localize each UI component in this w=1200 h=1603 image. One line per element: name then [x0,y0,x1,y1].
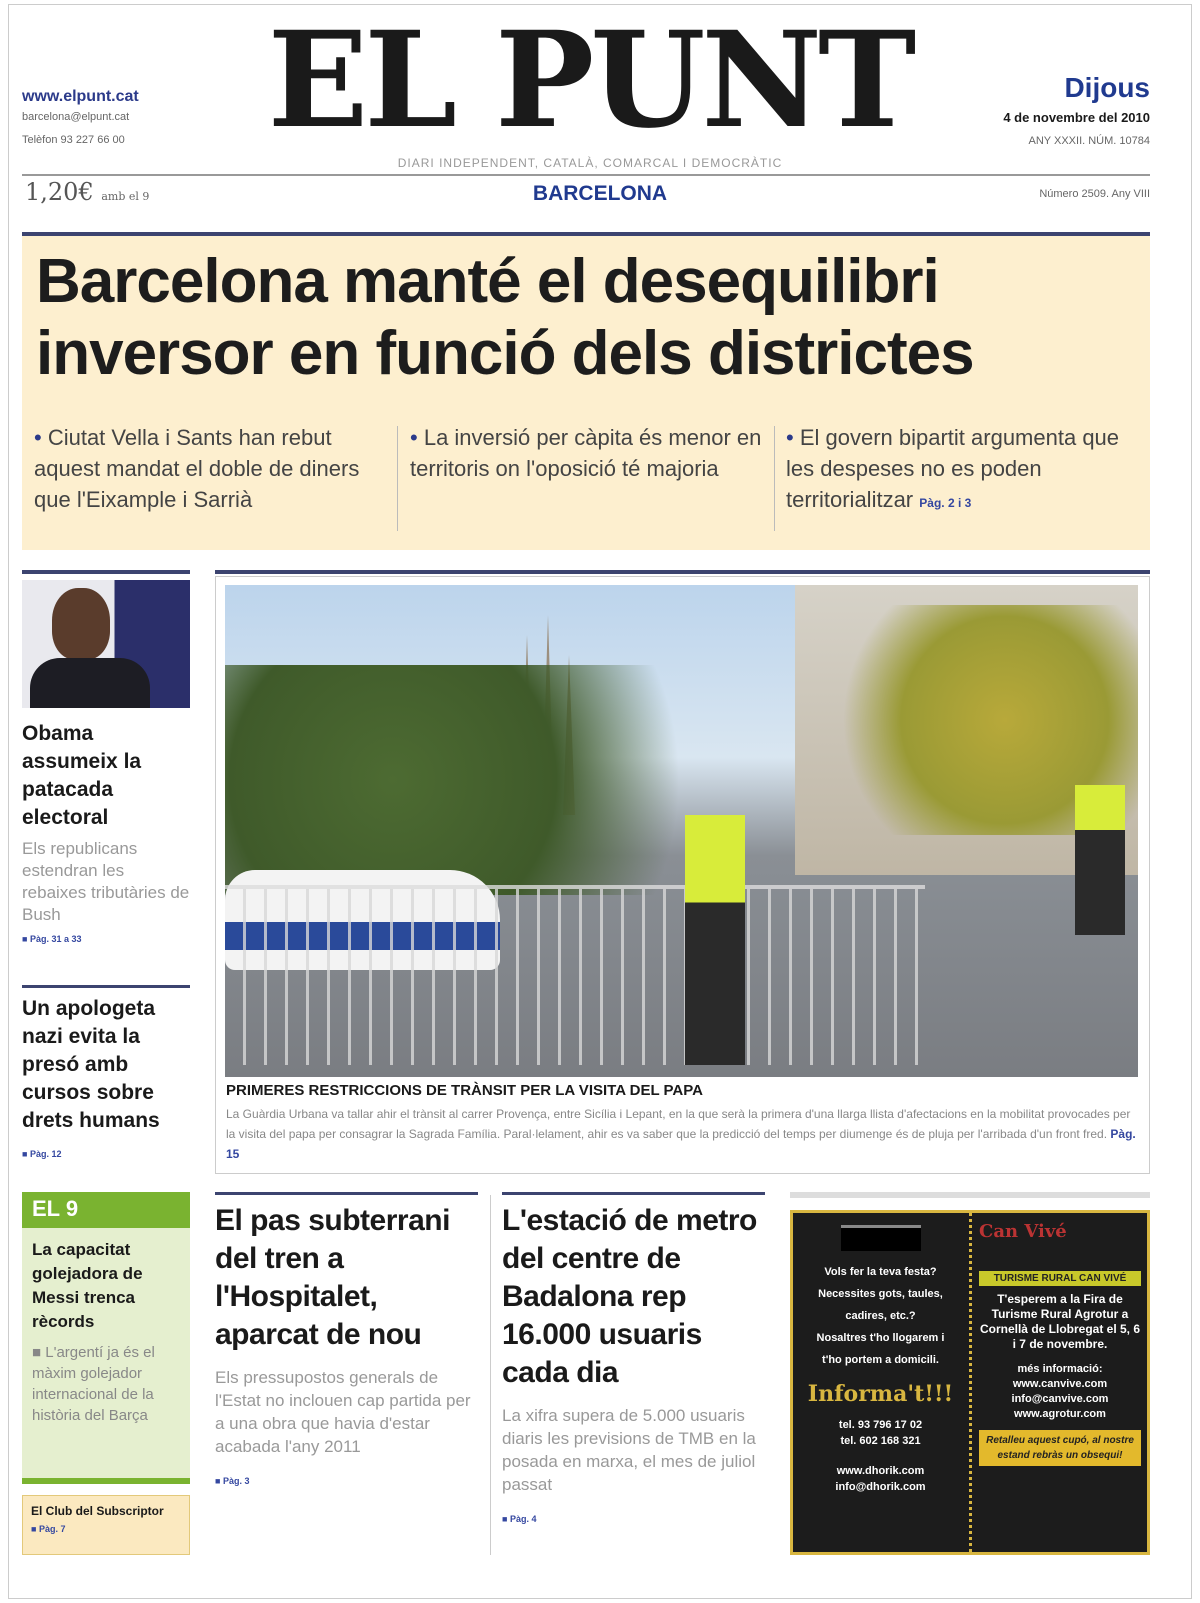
divider [22,570,190,574]
ad-text: t'ho portem a domicili. [822,1354,939,1366]
page-ref[interactable]: ■ Pàg. 12 [22,1149,62,1159]
ad-text: Necessites gots, taules, [818,1288,943,1300]
side-story-obama[interactable] [22,720,192,944]
ad-web: www.dhorik.com [836,1465,925,1477]
divider [397,426,398,531]
edition-number: Número 2509. Any VIII [1039,188,1150,200]
barrier [225,885,925,1065]
main-photo[interactable] [225,585,1138,1077]
side-story-nazi[interactable] [22,995,192,1159]
price [25,178,149,206]
advertisement[interactable] [790,1210,1150,1555]
phone: Telèfon 93 227 66 00 [22,134,125,146]
page-ref[interactable]: ■ Pàg. 3 [215,1476,250,1486]
ad-cta: Informa't!!! [807,1381,954,1407]
lead-headline[interactable]: Barcelona manté el desequilibri inversor en funció dels districtes [36,247,974,388]
divider [215,570,1150,574]
page-ref[interactable]: ■ Pàg. 7 [31,1524,66,1534]
ad-phone: tel. 602 168 321 [840,1435,921,1447]
canvive-logo: Can Vivé [979,1221,1067,1242]
article-hospitalet[interactable] [215,1202,480,1486]
edition-label: BARCELONA [532,182,668,205]
side-headline[interactable]: Obama assumeix la patacada electoral [22,722,142,829]
bullet-text: Ciutat Vella i Sants han rebut aquest mandat el doble de diners que l'Eixample i Sarrià [34,425,360,512]
el9-content [22,1228,190,1436]
el9-headline[interactable]: La capacitat golejadora de Messi trenca rècords [32,1240,143,1331]
page-ref-text: Pàg. 4 [509,1514,537,1524]
divider [490,1195,491,1555]
ad-web: més informació: [1017,1363,1103,1375]
issue-number: ANY XXXII. NÚM. 10784 [1028,135,1150,147]
lead-bullet: • La inversió per càpita és menor en territoris on l'oposició té majoria [410,425,762,481]
divider [790,1192,1150,1198]
bullet-text: La inversió per càpita és menor en territoris on l'oposició té majoria [410,425,762,481]
page-ref-text: Pàg. 7 [38,1524,66,1534]
page-ref-text: Pàg. 12 [29,1149,62,1159]
el9-summary-text: L'argentí ja és el màxim golejador internacional de la història del Barça [32,1344,155,1424]
divider [774,426,775,531]
dhorik-logo [841,1225,921,1251]
ad-web: info@canvive.com [1011,1393,1109,1405]
newspaper-logo: EL PUNT [267,3,913,158]
ad-canvive [973,1213,1147,1552]
ad-web: www.canvive.com [1012,1378,1108,1390]
tagline: DIARI INDEPENDENT, CATALÀ, COMARCAL I DEMOCRÀTIC [397,156,783,170]
lead-story[interactable] [22,232,1150,550]
article-headline[interactable]: L'estació de metro del centre de Badalona rep 16.000 usuaris cada dia [502,1204,757,1389]
side-summary: Els republicans estendran les rebaixes tributàries de Bush [22,839,190,924]
ad-web: www.agrotur.com [1014,1408,1106,1420]
ad-web: info@dhorik.com [835,1481,926,1493]
price-note: amb el 9 [101,190,150,203]
divider [22,174,1150,176]
price-value: 1,20€ [25,178,94,206]
bullet-text: El govern bipartit argumenta que les despeses no es poden territorialitzar [786,425,1120,512]
ad-dhorik [793,1213,968,1552]
face-shape [52,588,110,660]
lead-bullet: • Ciutat Vella i Sants han rebut aquest mandat el doble de diners que l'Eixample i Sarrià [34,425,360,512]
date: 4 de novembre del 2010 [1003,110,1150,125]
divider [22,985,190,988]
el9-summary: ■ L'argentí ja és el màxim golejador internacional de la història del Barça [32,1344,155,1424]
ad-banner: TURISME RURAL CAN VIVÉ [979,1271,1141,1286]
ad-text: cadires, etc.? [845,1310,916,1322]
divider [215,1192,478,1195]
photo-caption-title: PRIMERES RESTRICCIONS DE TRÀNSIT PER LA VISITA DEL PAPA [226,1082,703,1099]
ad-phone: tel. 93 796 17 02 [838,1419,923,1431]
page-ref-text: Pàg. 3 [222,1476,250,1486]
article-badalona[interactable] [502,1202,772,1524]
ad-text: Vols fer la teva festa? [824,1266,937,1278]
page-ref[interactable]: Pàg. 15 [226,1127,1136,1161]
article-headline[interactable]: El pas subterrani del tren a l'Hospitalet, aparcat de nou [215,1204,450,1351]
page-ref-text: Pàg. 31 a 33 [29,934,82,944]
ad-coupon: Retalleu aquest cupó, al nostre estand rebràs un obsequi! [979,1430,1141,1466]
lead-bullet: • El govern bipartit argumenta que les despeses no es poden territorialitzar Pàg. 2 i 3 [786,425,1120,512]
caption-text: La Guàrdia Urbana va tallar ahir el trànsit al carrer Provença, entre Sicília i Lepant, en la que serà la primera d'una llarga llista d'afectacions en la mobilitat provocades per la visita del papa per consagrar la Sagrada Família. Paral·lelament, ahir es va saber que la predicció del temps per diumenge és de pluja per l'arribada d'un front fred. [226,1107,1131,1141]
obama-photo[interactable] [22,580,190,708]
website-link[interactable]: www.elpunt.cat [22,88,139,105]
el9-box[interactable] [22,1192,190,1484]
email: barcelona@elpunt.cat [22,111,130,123]
ad-text: T'esperem a la Fira de Turisme Rural Agrotur a Cornellà de Llobregat el 5, 6 i 7 de novembre. [979,1292,1141,1351]
article-summary: La xifra supera de 5.000 usuaris diaris les previsions de TMB en la posada en marxa, el mes de juliol passat [502,1406,756,1494]
page-ref[interactable]: ■ Pàg. 4 [502,1514,537,1524]
el9-header: EL 9 [22,1192,190,1228]
police-officer [1075,785,1125,935]
divider [969,1213,972,1552]
side-headline[interactable]: Un apologeta nazi evita la presó amb cursos sobre drets humans [22,997,160,1132]
divider [502,1192,765,1195]
article-summary: Els pressupostos generals de l'Estat no inclouen cap partida per a una obra que havia d'estar acabada l'any 2011 [215,1368,471,1456]
police-officer [685,815,745,1065]
club-title: El Club del Subscriptor [31,1504,164,1518]
weekday: Dijous [1064,72,1150,103]
photo-caption [226,1104,1141,1164]
suit-shape [30,658,150,708]
page-ref[interactable]: Pàg. 2 i 3 [919,496,972,510]
ad-text: Nosaltres t'ho llogarem i [816,1332,945,1344]
club-subscriptor[interactable] [22,1495,190,1555]
page-ref[interactable]: ■ Pàg. 31 a 33 [22,934,82,944]
